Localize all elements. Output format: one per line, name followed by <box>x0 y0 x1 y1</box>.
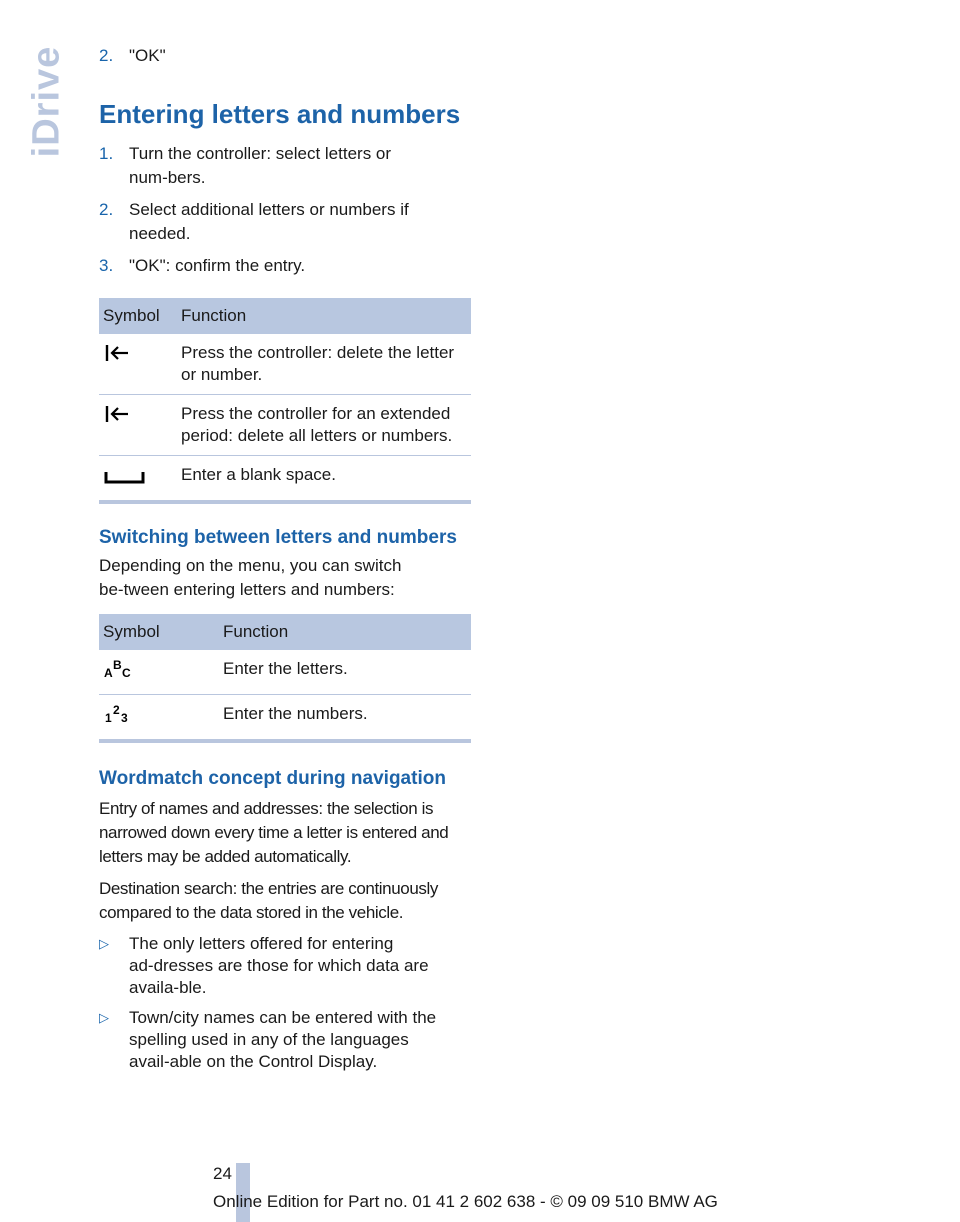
svg-text:B: B <box>113 658 122 672</box>
symbol-table-switch <box>99 614 471 743</box>
step-text: Turn the controller: select letters or num‑bers. <box>129 144 392 187</box>
step-number: 2. <box>99 46 114 65</box>
step-number: 2. <box>99 200 114 219</box>
svg-text:2: 2 <box>113 703 120 717</box>
list-item <box>99 1007 471 1073</box>
table-cell-symbol <box>99 650 219 695</box>
table-row <box>99 650 471 695</box>
footer-edition-text: Online Edition for Part no. 01 41 2 602 638 - © 09 09 510 BMW AG <box>213 1192 718 1211</box>
svg-text:1: 1 <box>105 711 112 725</box>
paragraph: Entry of names and addresses: the selection is narrowed down every time a letter is entered and letters may be added automatically. <box>99 799 449 866</box>
page-content <box>99 44 471 1081</box>
letters-abc-icon <box>103 658 137 680</box>
table-row <box>99 395 471 456</box>
list-item-text: The only letters offered for entering ad‑dresses are those for which data are availa‑ble. <box>129 934 429 997</box>
numbers-123-icon <box>103 703 137 725</box>
triangle-bullet-icon: ▷ <box>99 936 109 951</box>
top-step <box>99 44 471 68</box>
table-cell-symbol <box>99 395 177 456</box>
table-cell-function: Press the controller for an extended period: delete all letters or numbers. <box>177 395 471 456</box>
step-text: Select additional letters or numbers if needed. <box>129 200 409 243</box>
section-title-switching: Switching between letters and numbers <box>99 527 457 548</box>
step-item <box>99 254 471 278</box>
chapter-side-tab-label: iDrive <box>25 45 68 157</box>
triangle-bullet-icon: ▷ <box>99 1010 109 1025</box>
symbol-table-delete <box>99 298 471 504</box>
table-row <box>99 456 471 503</box>
table-row <box>99 334 471 395</box>
chapter-side-tab <box>22 36 72 166</box>
svg-text:C: C <box>122 666 131 680</box>
table-header-symbol: Symbol <box>103 622 160 641</box>
table-cell-function: Enter the numbers. <box>219 695 471 742</box>
table-header-function: Function <box>181 306 247 325</box>
list-item <box>99 933 471 999</box>
blank-space-icon <box>103 464 147 486</box>
table-header-row <box>99 298 471 334</box>
table-cell-symbol <box>99 456 177 503</box>
step-text: "OK": confirm the entry. <box>129 256 306 275</box>
step-number: 1. <box>99 144 114 163</box>
table-cell-function: Enter the letters. <box>219 650 471 695</box>
step-item <box>99 198 471 246</box>
table-cell-symbol <box>99 695 219 742</box>
table-cell-function: Enter a blank space. <box>177 456 471 503</box>
backspace-arrow-icon <box>103 342 131 364</box>
table-cell-symbol <box>99 334 177 395</box>
table-header-row <box>99 614 471 650</box>
svg-text:A: A <box>104 666 113 680</box>
table-row <box>99 695 471 742</box>
list-item-text: Town/city names can be entered with the spelling used in any of the languages avail‑able on the Control Display. <box>129 1008 437 1071</box>
section-title-entering: Entering letters and numbers <box>99 99 461 129</box>
svg-text:3: 3 <box>121 711 128 725</box>
section-intro: Depending on the menu, you can switch be‑tween entering letters and numbers: <box>99 556 402 599</box>
paragraph: Destination search: the entries are continuously compared to the data stored in the vehicle. <box>99 879 438 922</box>
step-number: 3. <box>99 256 114 275</box>
backspace-arrow-icon <box>103 403 131 425</box>
step-item <box>99 142 471 190</box>
page-number: 24 <box>213 1164 232 1183</box>
step-text: "OK" <box>129 46 166 65</box>
table-header-function: Function <box>223 622 289 641</box>
section-title-wordmatch: Wordmatch concept during navigation <box>99 768 446 789</box>
table-header-symbol: Symbol <box>103 306 160 325</box>
table-cell-function: Press the controller: delete the letter or number. <box>177 334 471 395</box>
